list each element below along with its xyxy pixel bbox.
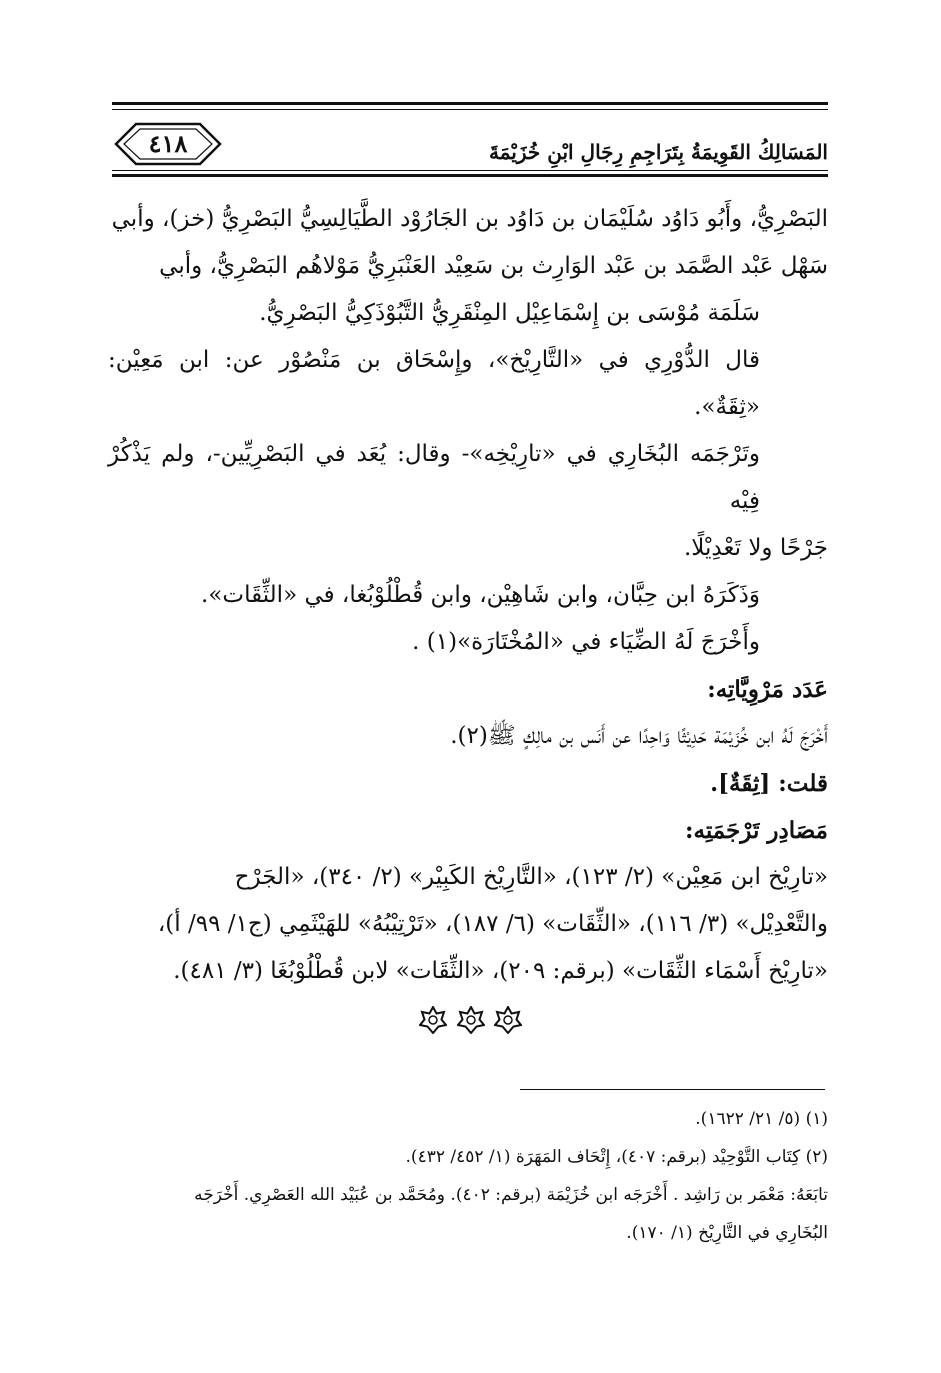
text-line: سَهْل عَبْد الصَّمَد بن عَبْد الوَارِث بن سَعِيْد العَنْبَرِيُّ مَوْلاهُم البَصْرِيُّ، وأبي	[159, 253, 828, 279]
header-rule-thin-top	[112, 109, 828, 110]
text-line: البَصْرِيُّ، وأَبُو دَاوُد سُلَيْمَان بن دَاوُد بن الجَارُوْد الطَّيَالِسِيُّ البَصْرِيُّ (خز)، وأبي	[111, 206, 828, 232]
paragraph-bukhari-cont: جَرْحًا ولا تَعْدِيْلًا.	[684, 535, 828, 561]
header-rule-top	[112, 102, 828, 105]
page-header	[112, 102, 828, 180]
heading-sources: مَصَادِر تَرْجَمَتِه:	[685, 817, 828, 844]
footnote-2: (٢) كِتَاب التَّوْحِيْد (برقم: ٤٠٧)، إِتْحَاف المَهَرَة (١/ ٤٥٢/ ٤٣٢).	[405, 1147, 828, 1167]
star-ornament-icon	[419, 1006, 447, 1034]
paragraph-durri: قال الدُّوْرِي في «التَّارِيْخ»، وإِسْحَاق بن مَنْصُوْر عن: ابن مَعِيْن: «ثِقَةٌ».	[108, 347, 760, 420]
main-text	[108, 196, 828, 995]
section-ornament	[0, 1006, 941, 1038]
sources-line: والتَّعْدِيْل» (٣/ ١١٦)، «الثِّقَات» (٦/ ١٨٧)، «تَرْتِيْبُهُ» للهَيْثَمِي (ج١/ ٩٩/ أ)،	[157, 911, 828, 937]
star-ornament-icon	[494, 1006, 522, 1034]
header-rule-thin-bottom	[112, 170, 828, 171]
running-title: المَسَالِكُ القَوِيمَةُ بِتَرَاجِمِ رِجَالِ ابْنِ خُزَيْمَةَ	[489, 140, 828, 164]
heading-narrations: عَدَد مَرْوِيَّاتِه:	[707, 676, 828, 703]
footnote-1: (١) (٥/ ٢١/ ١٦٢٢).	[695, 1109, 828, 1129]
footnotes	[108, 1100, 828, 1252]
sources-line: «تارِيْخ ابن مَعِيْن» (٢/ ١٢٣)، «التَّارِيْخ الكَبِيْر» (٢/ ٣٤٠)، «الجَرْح	[234, 864, 828, 890]
page-number-badge	[112, 122, 224, 166]
star-ornament-icon	[457, 1006, 485, 1034]
paragraph-mukhtara: وأَخْرَجَ لَهُ الضِّيَاء في «المُخْتَارَة»(١) .	[412, 629, 760, 655]
verdict: قلت: [ثِقَةٌ].	[710, 770, 828, 797]
footnote-2-cont: تابَعَهُ: مَعْمَر بن رَاشِد . أَخْرَجَه ابن خُزَيْمَة (برقم: ٤٠٢). ومُحَمَّد بن عُبَيْد الله العَصْرِي. أَخْرَجَه	[194, 1185, 828, 1205]
header-rule-bottom	[112, 174, 828, 177]
paragraph-narration: أَخْرَجَ لَهُ ابن خُزَيْمَة حَدِيْثًا وَاحِدًا عن أَنَس بن مالِكٍ ﷺ(٢).	[450, 723, 828, 749]
footnote-2-cont: البُخَارِي في التَّارِيْخ (١/ ١٧٠).	[626, 1223, 828, 1243]
paragraph-thiqat: وَذَكَرَهُ ابن حِبَّان، وابن شَاهِيْن، وابن قُطْلُوْبُغا، في «الثِّقَات».	[201, 582, 760, 608]
footnote-separator	[520, 1089, 825, 1090]
page-number: ٤١٨	[148, 129, 188, 158]
text-line: سَلَمَة مُوْسَى بن إِسْمَاعِيْل المِنْقَرِيُّ التَّبُوْذَكِيُّ البَصْرِيُّ.	[259, 300, 760, 326]
sources-line: «تارِيْخ أَسْمَاء الثِّقَات» (برقم: ٢٠٩)، «الثِّقَات» لابن قُطْلُوْبُغَا (٣/ ٤٨١).	[173, 958, 828, 984]
paragraph-bukhari: وتَرْجَمَه البُخَارِي في «تارِيْخِه»- وقال: يُعَد في البَصْرِيِّين-، ولم يَذْكُرْ فِيْه	[108, 441, 760, 514]
